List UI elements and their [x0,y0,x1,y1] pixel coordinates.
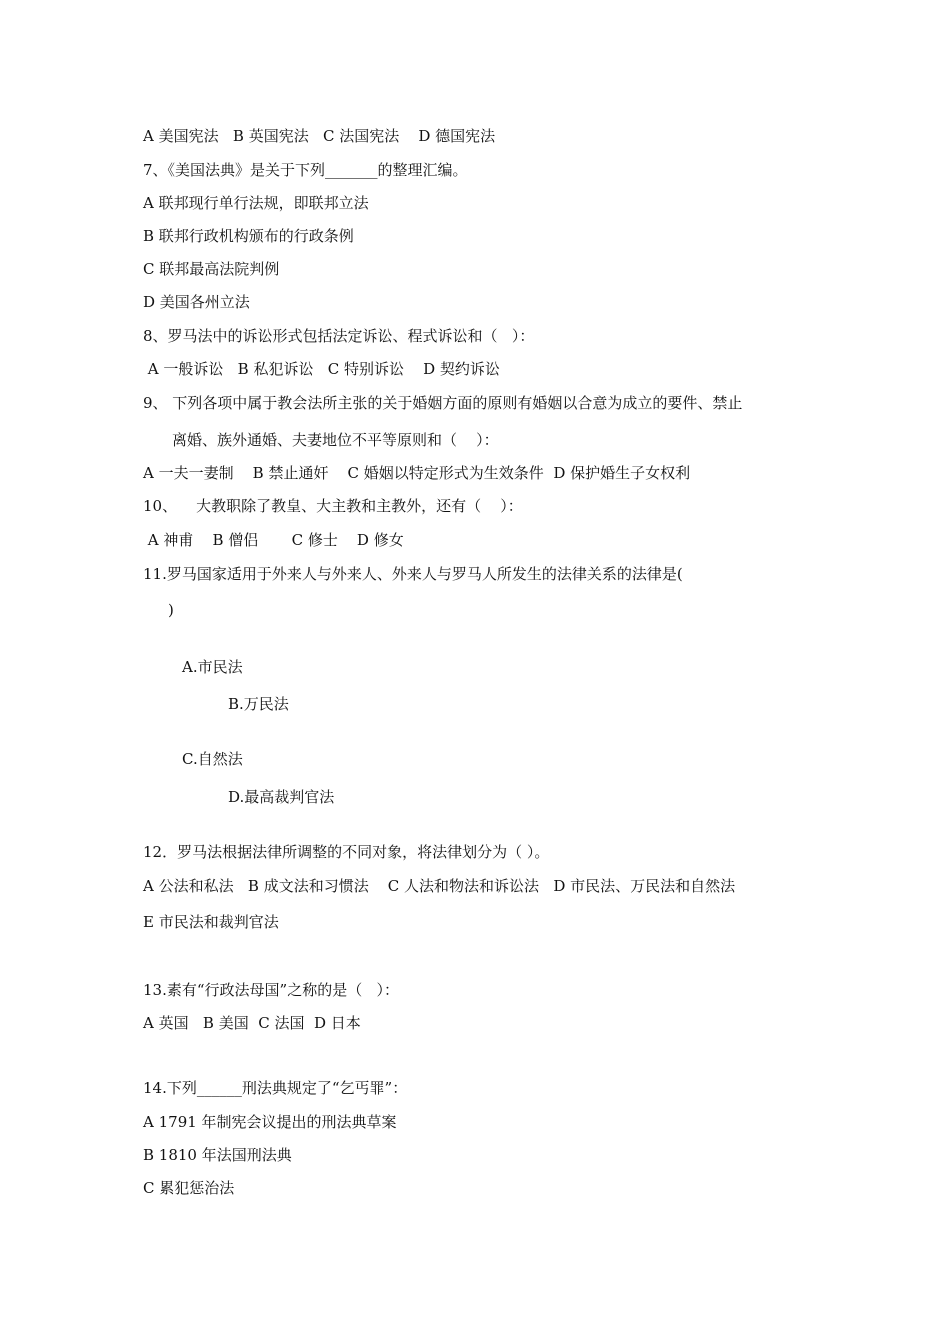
q7-option-a: A 联邦现行单行法规，即联邦立法 [143,194,369,212]
q10-options: A 神甫 B 僧侣 C 修士 D 修女 [143,531,404,549]
q14-option-c: C 累犯惩治法 [143,1179,235,1197]
q11-option-d: D.最高裁判官法 [228,788,335,806]
q7-option-c: C 联邦最高法院判例 [143,260,280,278]
q10-question: 10、 大教职除了教皇、大主教和主教外，还有（ ）： [143,497,523,515]
q12-question: 12．罗马法根据法律所调整的不同对象，将法律划分为（ ）。 [143,843,550,861]
q6-options: A 美国宪法 B 英国宪法 C 法国宪法 D 德国宪法 [143,127,496,145]
q12-options: A 公法和私法 B 成文法和习惯法 C 人法和物法和诉讼法 D 市民法、万民法和自然法 [143,877,736,895]
q11-question-close: ) [168,601,174,619]
q7-option-b: B 联邦行政机构颁布的行政条例 [143,227,354,245]
q9-options: A 一夫一妻制 B 禁止通奸 C 婚姻以特定形式为生效条件 D 保护婚生子女权利 [143,464,691,482]
q14-option-b: B 1810 年法国刑法典 [143,1146,292,1164]
q8-options: A 一般诉讼 B 私犯诉讼 C 特别诉讼 D 契约诉讼 [143,360,500,378]
q14-question: 14.下列______刑法典规定了“乞丐罪”： [143,1079,408,1097]
q13-options: A 英国 B 美国 C 法国 D 日本 [143,1014,361,1032]
q11-option-b: B.万民法 [228,695,289,713]
q11-option-a: A.市民法 [182,658,243,676]
q12-option-e: E 市民法和裁判官法 [143,913,279,931]
q9-question-line2: 离婚、族外通婚、夫妻地位不平等原则和（ ）： [172,431,499,449]
q7-option-d: D 美国各州立法 [143,293,250,311]
q13-question: 13.素有“行政法母国”之称的是（ ）： [143,981,399,999]
q7-question: 7、《美国法典》是关于下列_______的整理汇编。 [143,161,468,179]
q14-option-a: A 1791 年制宪会议提出的刑法典草案 [143,1113,397,1131]
q11-option-c: C.自然法 [182,750,243,768]
q8-question: 8、罗马法中的诉讼形式包括法定诉讼、程式诉讼和（ ）： [143,327,535,345]
q11-question: 11.罗马国家适用于外来人与外来人、外来人与罗马人所发生的法律关系的法律是( [143,565,683,583]
q9-question-line1: 9、 下列各项中属于教会法所主张的关于婚姻方面的原则有婚姻以合意为成立的要件、禁止 [143,394,743,412]
